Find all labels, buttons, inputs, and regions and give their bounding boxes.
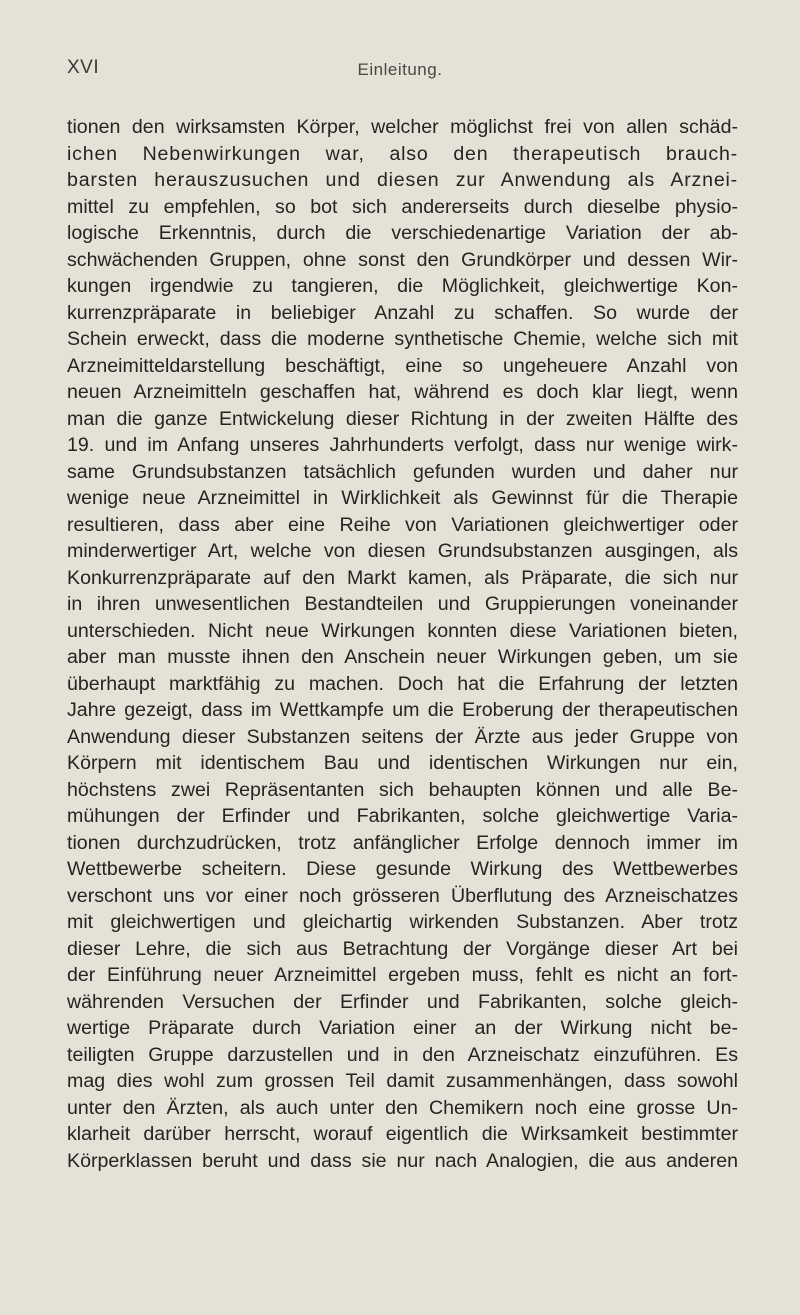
text-line: neuen Arzneimitteln geschaffen hat, während es doch klar liegt, wenn: [67, 381, 738, 403]
text-line: barsten herauszusuchen und diesen zur Anwendung als Arznei-: [67, 169, 738, 191]
text-line: tionen den wirksamsten Körper, welcher möglichst frei von allen schäd-: [67, 116, 738, 138]
text-line: kungen irgendwie zu tangieren, die Möglichkeit, gleichwertige Kon-: [67, 275, 738, 297]
text-line: Schein erweckt, dass die moderne synthetische Chemie, welche sich mit: [67, 328, 738, 350]
page-number: XVI: [67, 57, 100, 78]
text-line: verschont uns vor einer noch grösseren Überflutung des Arzneischatzes: [67, 884, 738, 907]
text-line: schwächenden Gruppen, ohne sonst den Grundkörper und dessen Wir-: [67, 248, 738, 271]
text-line: Jahre gezeigt, dass im Wettkampfe um die Eroberung der therapeutischen: [67, 699, 738, 721]
text-line: tionen durchzudrücken, trotz anfänglicher Erfolge dennoch immer im: [67, 831, 738, 854]
text-line: dieser Lehre, die sich aus Betrachtung der Vorgänge dieser Art bei: [67, 937, 738, 960]
body-text: [67, 114, 738, 1174]
text-line: Arzneimitteldarstellung beschäftigt, eine so ungeheuere Anzahl von: [67, 354, 738, 377]
text-line: man die ganze Entwickelung dieser Richtung in der zweiten Hälfte des: [67, 407, 738, 430]
text-line: ichen Nebenwirkungen war, also den therapeutisch brauch-: [67, 142, 738, 165]
text-line: kurrenzpräparate in beliebiger Anzahl zu schaffen. So wurde der: [67, 301, 738, 324]
text-line: minderwertiger Art, welche von diesen Grundsubstanzen ausgingen, als: [67, 540, 738, 562]
text-line: 19. und im Anfang unseres Jahrhunderts verfolgt, dass nur wenige wirk-: [67, 434, 738, 456]
text-line: mag dies wohl zum grossen Teil damit zusammenhängen, dass sowohl: [67, 1070, 738, 1092]
text-line: unter den Ärzten, als auch unter den Chemikern noch eine grosse Un-: [67, 1096, 738, 1119]
text-line: mit gleichwertigen und gleichartig wirkenden Substanzen. Aber trotz: [67, 911, 738, 933]
text-line: klarheit darüber herrscht, worauf eigentlich die Wirksamkeit bestimmter: [67, 1123, 738, 1145]
text-line: in ihren unwesentlichen Bestandteilen und Gruppierungen voneinander: [67, 593, 738, 615]
text-line: Körpern mit identischem Bau und identischen Wirkungen nur ein,: [67, 752, 738, 774]
text-line: der Einführung neuer Arzneimittel ergeben muss, fehlt es nicht an fort-: [67, 964, 738, 986]
text-line: teiligten Gruppe darzustellen und in den Arzneischatz einzuführen. Es: [67, 1043, 738, 1066]
text-line: höchstens zwei Repräsentanten sich behaupten können und alle Be-: [67, 778, 738, 801]
text-line: Konkurrenzpräparate auf den Markt kamen, als Präparate, die sich nur: [67, 566, 738, 589]
text-line: überhaupt marktfähig zu machen. Doch hat die Erfahrung der letzten: [67, 672, 738, 695]
text-line: aber man musste ihnen den Anschein neuer Wirkungen geben, um sie: [67, 646, 738, 668]
text-line: mittel zu empfehlen, so bot sich andererseits durch dieselbe physio-: [67, 195, 738, 218]
text-line: währenden Versuchen der Erfinder und Fabrikanten, solche gleich-: [67, 990, 738, 1013]
text-line: Anwendung dieser Substanzen seitens der Ärzte aus jeder Gruppe von: [67, 725, 738, 748]
text-line: logische Erkenntnis, durch die verschiedenartige Variation der ab-: [67, 222, 738, 244]
text-line: same Grundsubstanzen tatsächlich gefunden wurden und daher nur: [67, 460, 738, 483]
text-line: wenige neue Arzneimittel in Wirklichkeit als Gewinnst für die Therapie: [67, 487, 738, 509]
text-line: wertige Präparate durch Variation einer an der Wirkung nicht be-: [67, 1017, 738, 1039]
text-line: unterschieden. Nicht neue Wirkungen konnten diese Variationen bieten,: [67, 619, 738, 642]
text-line: resultieren, dass aber eine Reihe von Variationen gleichwertiger oder: [67, 513, 738, 536]
text-line: Körperklassen beruht und dass sie nur nach Analogien, die aus anderen: [67, 1149, 738, 1172]
text-line: Wettbewerbe scheitern. Diese gesunde Wirkung des Wettbewerbes: [67, 858, 738, 880]
running-head: Einleitung.: [357, 60, 443, 79]
text-line: mühungen der Erfinder und Fabrikanten, solche gleichwertige Varia-: [67, 805, 738, 827]
page-header: [0, 57, 800, 87]
